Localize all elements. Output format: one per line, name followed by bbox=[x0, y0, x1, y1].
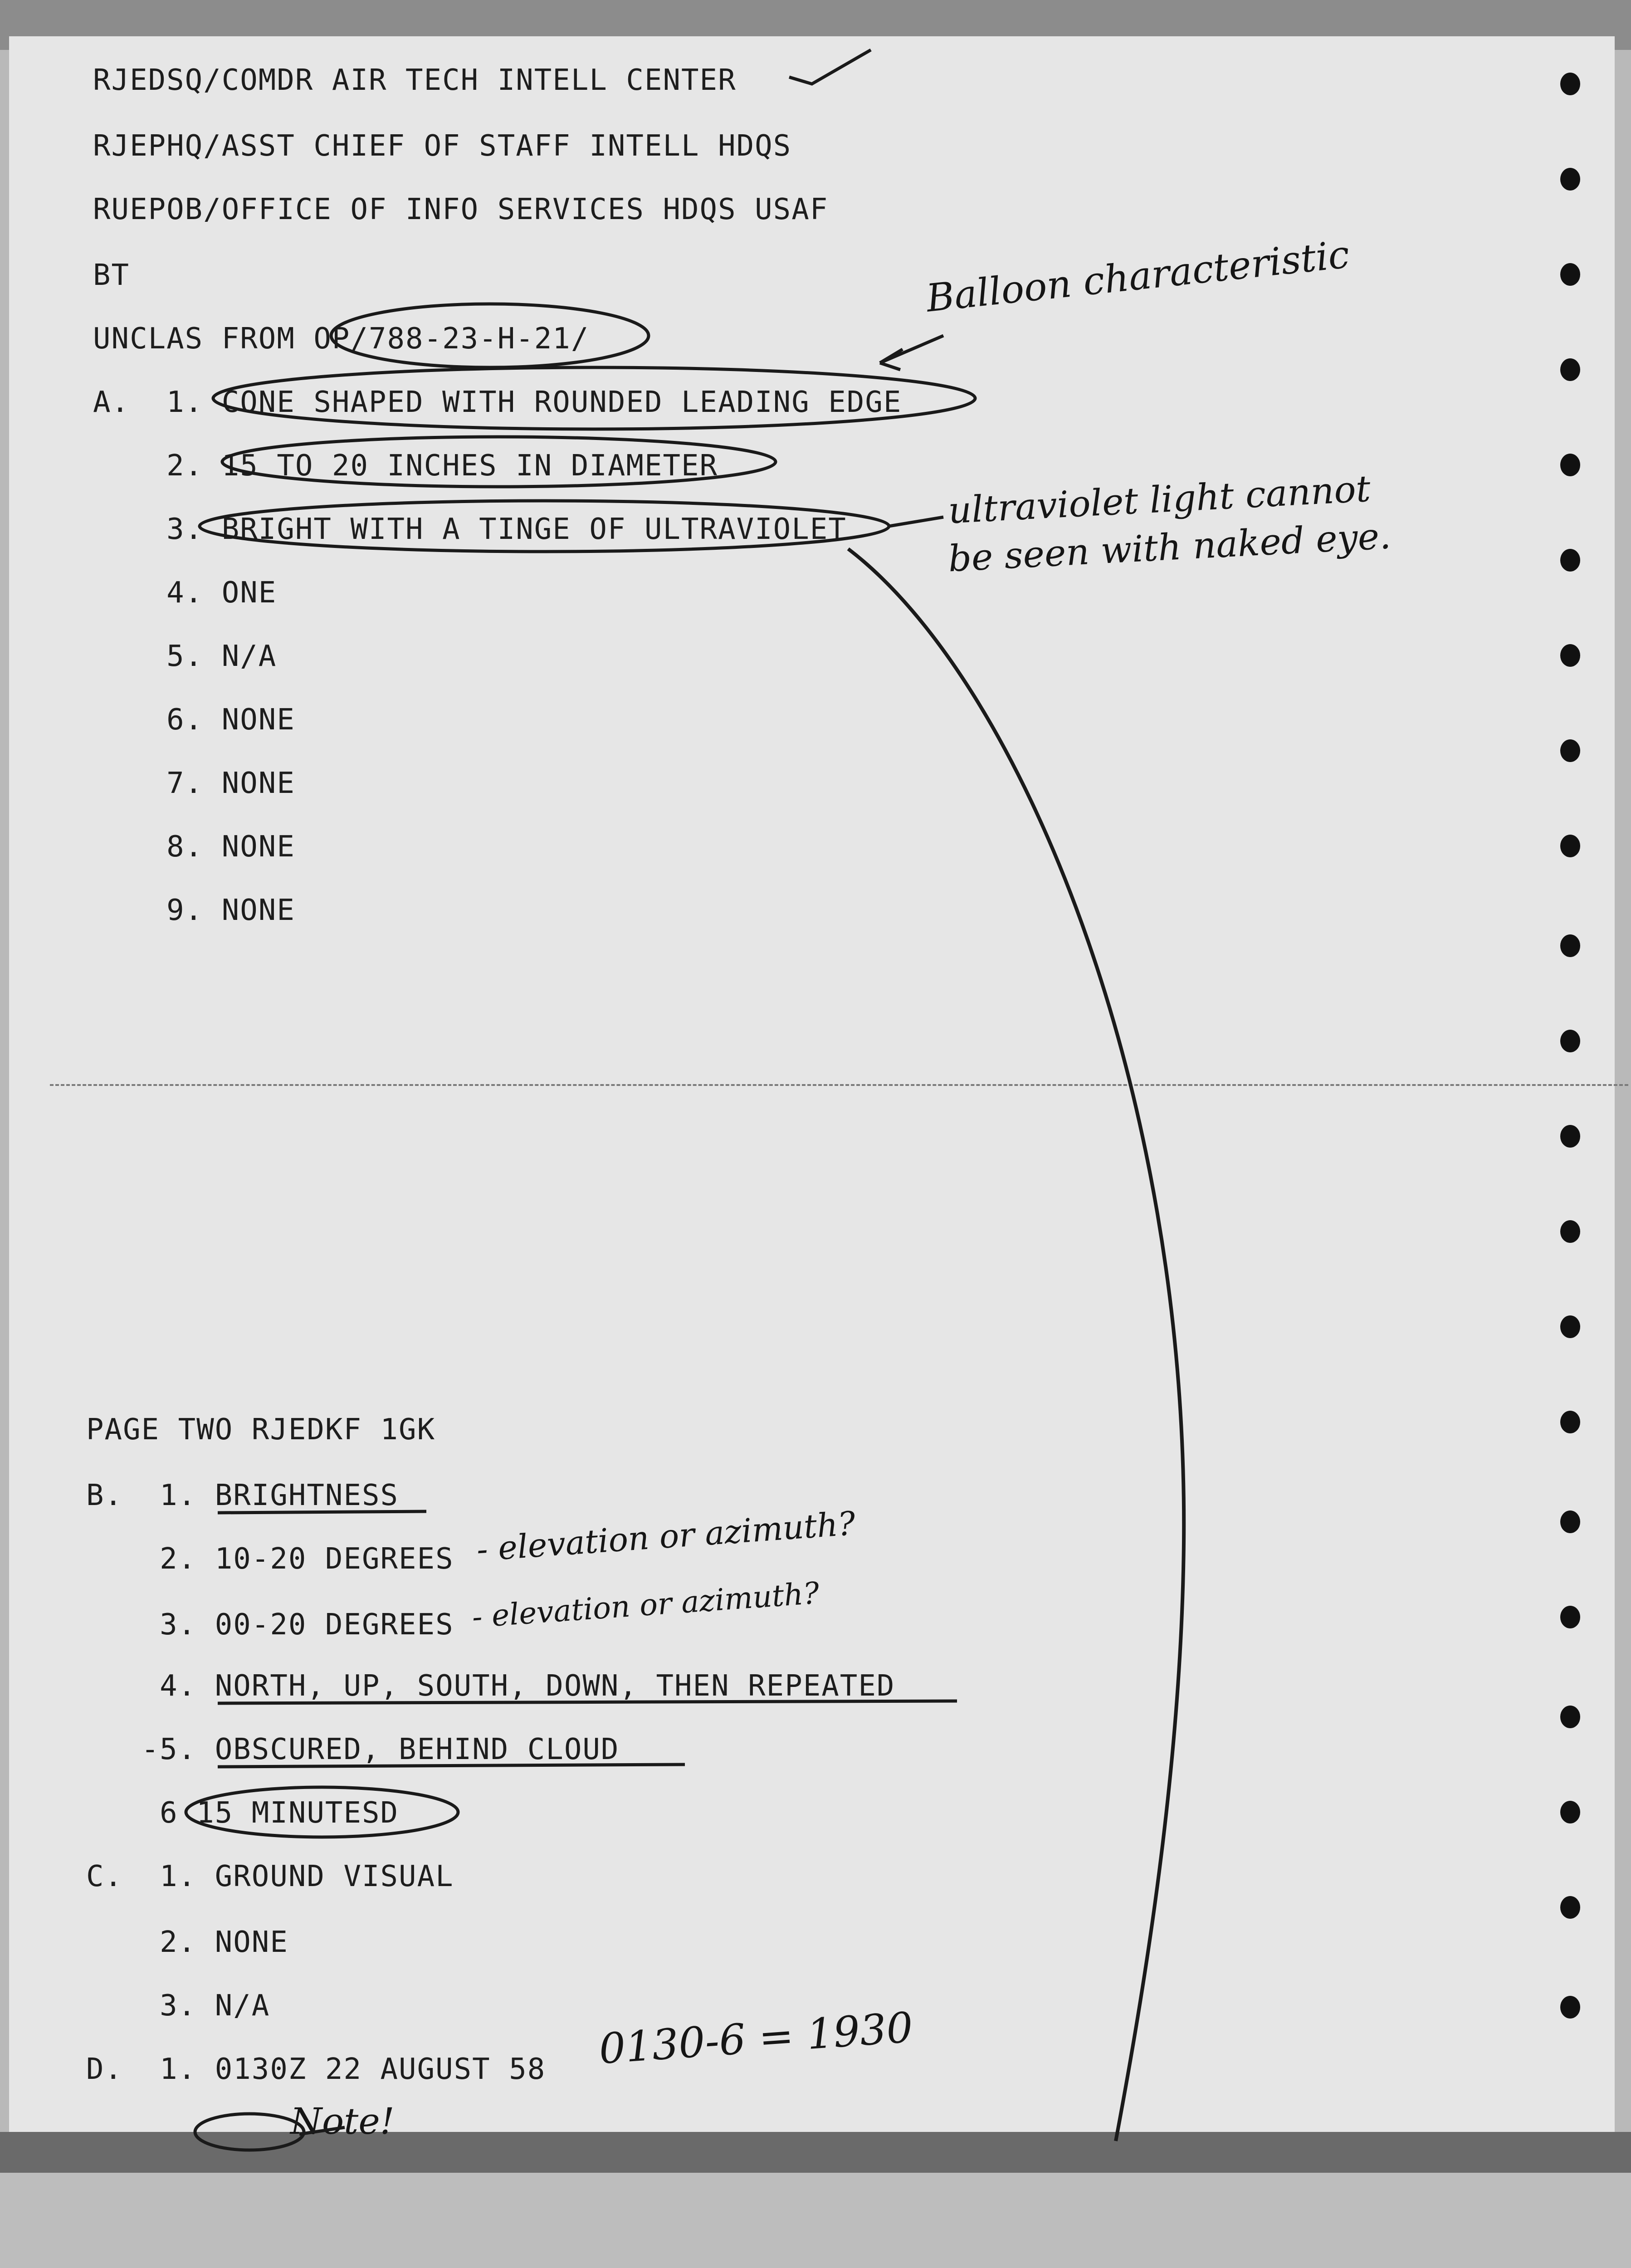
handwritten-balloon-note: Balloon characteristic bbox=[924, 232, 1352, 321]
item-a8: 8. NONE bbox=[93, 830, 295, 864]
feed-hole bbox=[1560, 358, 1580, 381]
feed-hole bbox=[1560, 644, 1580, 667]
item-c1: C. 1. GROUND VISUAL bbox=[86, 1860, 454, 1893]
routing-line-1: RJEDSQ/COMDR AIR TECH INTELL CENTER bbox=[93, 64, 737, 97]
handwritten-b3-note: - elevation or azimuth? bbox=[471, 1575, 820, 1635]
handwritten-uv-note-2: be seen with naked eye. bbox=[947, 514, 1392, 580]
item-d1: D. 1. 0130Z 22 AUGUST 58 bbox=[86, 2053, 546, 2086]
page-two-header: PAGE TWO RJEDKF 1GK bbox=[86, 1413, 436, 1447]
underline-b4 bbox=[218, 1701, 957, 1703]
long-curve-bracket bbox=[848, 549, 1184, 2141]
handwritten-time-calc: 0130-6 = 1930 bbox=[597, 2003, 915, 2074]
arrow-note bbox=[299, 2127, 345, 2134]
circle-a1 bbox=[213, 367, 975, 429]
underline-b1 bbox=[218, 1511, 426, 1513]
item-b5: -5. OBSCURED, BEHIND CLOUD bbox=[86, 1733, 620, 1766]
underline-b5 bbox=[218, 1765, 685, 1767]
feed-hole bbox=[1560, 1896, 1580, 1919]
circle-a3 bbox=[200, 501, 889, 552]
handwritten-uv-note-1: ultraviolet light cannot bbox=[947, 467, 1372, 532]
item-b3: 3. 00-20 DEGREES bbox=[86, 1608, 454, 1642]
item-b4: 4. NORTH, UP, SOUTH, DOWN, THEN REPEATED bbox=[86, 1669, 895, 1703]
feed-hole bbox=[1560, 73, 1580, 95]
item-b6: 6 15 MINUTESD bbox=[86, 1796, 399, 1830]
item-a6: 6. NONE bbox=[93, 703, 295, 737]
circle-b6 bbox=[186, 1787, 458, 1837]
item-c3: 3. N/A bbox=[86, 1989, 270, 2023]
feed-hole bbox=[1560, 263, 1580, 286]
feed-hole bbox=[1560, 1996, 1580, 2019]
handwritten-b2-note: - elevation or azimuth? bbox=[475, 1504, 857, 1569]
item-c2: 2. NONE bbox=[86, 1926, 288, 1959]
item-a9: 9. NONE bbox=[93, 894, 295, 927]
circle-a2 bbox=[222, 437, 776, 487]
feed-hole bbox=[1560, 1801, 1580, 1823]
item-a2: 2. 15 TO 20 INCHES IN DIAMETER bbox=[93, 449, 718, 483]
item-a3: 3. BRIGHT WITH A TINGE OF ULTRAVIOLET bbox=[93, 513, 847, 546]
feed-hole bbox=[1560, 1220, 1580, 1243]
item-a7: 7. NONE bbox=[93, 767, 295, 800]
feed-hole bbox=[1560, 168, 1580, 191]
routing-line-3: RUEPOB/OFFICE OF INFO SERVICES HDQS USAF bbox=[93, 193, 829, 226]
feed-hole bbox=[1560, 1315, 1580, 1338]
item-a5: 5. N/A bbox=[93, 640, 277, 673]
feed-hole bbox=[1560, 1510, 1580, 1533]
feed-hole bbox=[1560, 1030, 1580, 1052]
routing-line-2: RJEPHQ/ASST CHIEF OF STAFF INTELL HDQS bbox=[93, 129, 792, 163]
feed-hole bbox=[1560, 1125, 1580, 1148]
item-a4: 4. ONE bbox=[93, 576, 277, 610]
circle-d2 bbox=[195, 2114, 304, 2150]
feed-hole bbox=[1560, 934, 1580, 957]
feed-hole bbox=[1560, 739, 1580, 762]
item-a1: A. 1. CONE SHAPED WITH ROUNDED LEADING EDGE bbox=[93, 386, 902, 419]
feed-hole bbox=[1560, 454, 1580, 476]
message-origin: UNCLAS FROM OP/788-23-H-21/ bbox=[93, 322, 590, 356]
circle-op-number bbox=[331, 304, 649, 367]
item-b1: B. 1. BRIGHTNESS bbox=[86, 1479, 399, 1512]
arrow-balloon bbox=[880, 336, 943, 370]
feed-hole bbox=[1560, 1706, 1580, 1728]
check-mark bbox=[789, 50, 871, 84]
arrow-uv bbox=[889, 517, 943, 526]
feed-hole bbox=[1560, 1606, 1580, 1628]
handwritten-note-label: Note! bbox=[290, 2100, 395, 2142]
break-marker: BT bbox=[93, 259, 130, 292]
feed-hole bbox=[1560, 1411, 1580, 1433]
feed-hole bbox=[1560, 835, 1580, 857]
feed-hole bbox=[1560, 549, 1580, 572]
item-b2: 2. 10-20 DEGREES bbox=[86, 1542, 454, 1576]
